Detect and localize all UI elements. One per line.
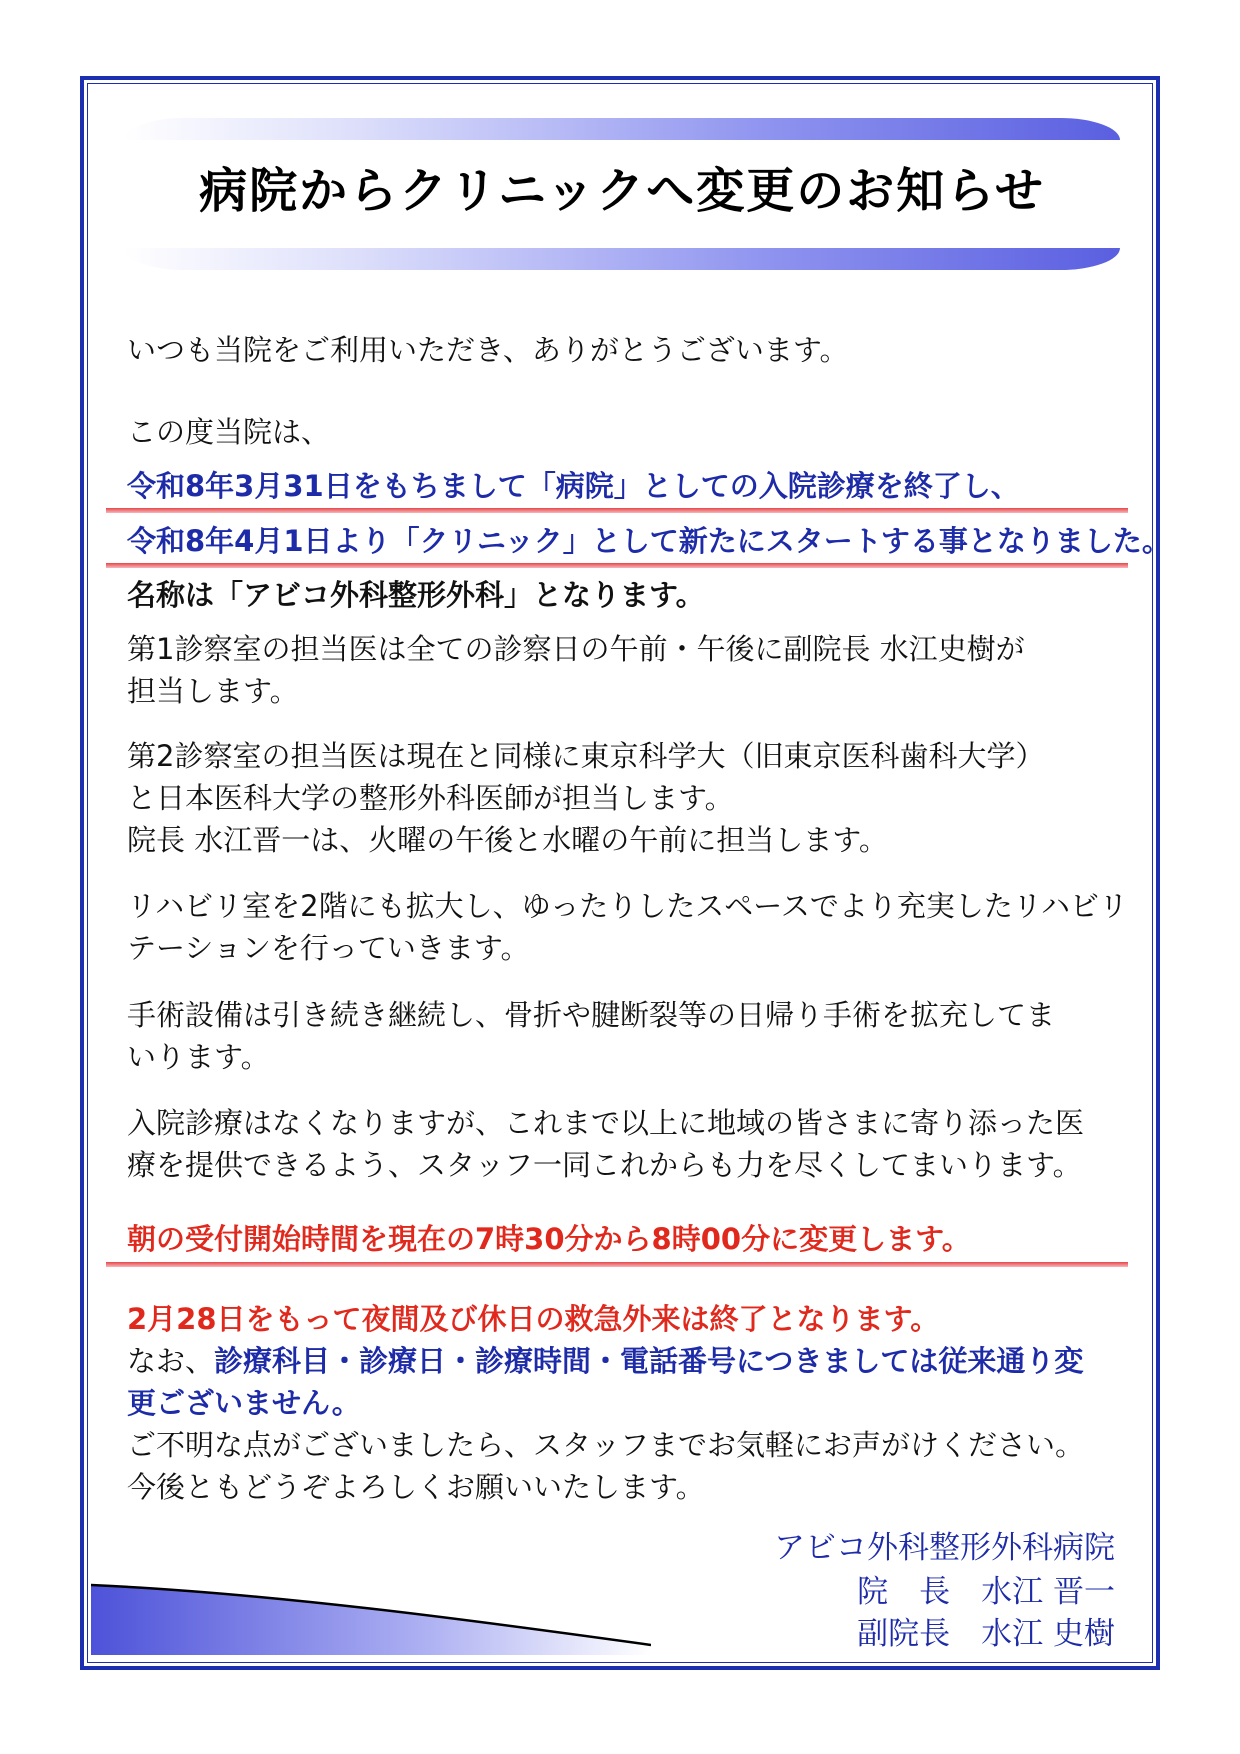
room2-line-2: と日本医科大学の整形外科医師が担当します。	[127, 781, 734, 815]
signature-vice-director: 副院長 水江 史樹	[857, 1616, 1115, 1652]
surgery-line-2: いります。	[127, 1040, 270, 1074]
title-band-bottom	[124, 248, 1120, 270]
room2-line-1: 第2診察室の担当医は現在と同様に東京科学大（旧東京医科歯科大学）	[127, 739, 1045, 773]
announcement-line-1: 令和8年3月31日をもちまして「病院」としての入院診療を終了し、	[127, 469, 1020, 503]
red-underline-3	[106, 1262, 1128, 1267]
note-unchanged-2: 更ございません。	[127, 1386, 361, 1420]
closing-line-2: 今後ともどうぞよろしくお願いいたします。	[127, 1470, 705, 1504]
reception-change-text: 朝の受付開始時間を現在の7時30分から8時00分に変更します。	[127, 1222, 971, 1256]
greeting-text: いつも当院をご利用いただき、ありがとうございます。	[127, 333, 849, 367]
note-line-1	[127, 1341, 1083, 1381]
room1-line-2: 担当します。	[127, 674, 299, 708]
signature-organization: アビコ外科整形外科病院	[774, 1530, 1115, 1566]
red-underline-1	[106, 508, 1128, 513]
new-name-text: 名称は「アビコ外科整形外科」となります。	[127, 578, 705, 612]
surgery-line-1: 手術設備は引き続き継続し、骨折や腱断裂等の日帰り手術を拡充してま	[127, 998, 1056, 1032]
red-underline-2	[106, 563, 1128, 568]
closing-line-1: ご不明な点がございましたら、スタッフまでお気軽にお声がけください。	[127, 1428, 1085, 1462]
notice-title: 病院からクリニックへ変更のお知らせ	[199, 163, 1045, 219]
title-band-top	[124, 118, 1120, 140]
note-prefix: なお、	[127, 1344, 215, 1378]
emergency-end-text: 2月28日をもって夜間及び休日の救急外来は終了となります。	[127, 1302, 940, 1336]
room1-line-1: 第1診察室の担当医は全ての診察日の午前・午後に副院長 水江史樹が	[127, 632, 1025, 666]
room2-line-3: 院長 水江晋一は、火曜の午後と水曜の午前に担当します。	[127, 823, 888, 857]
community-line-1: 入院診療はなくなりますが、これまで以上に地域の皆さまに寄り添った医	[127, 1106, 1085, 1140]
signature-director: 院 長 水江 晋一	[857, 1574, 1115, 1610]
announcement-line-2: 令和8年4月1日より「クリニック」として新たにスタートする事となりました。	[127, 524, 1171, 558]
rehab-line-1: リハビリ室を2階にも拡大し、ゆったりしたスペースでより充実したリハビリ	[127, 889, 1128, 923]
intro-text: この度当院は、	[127, 415, 331, 449]
note-unchanged-1: 診療科目・診療日・診療時間・電話番号につきましては従来通り変	[214, 1344, 1084, 1378]
decorative-swoosh	[91, 1575, 651, 1655]
rehab-line-2: テーションを行っていきます。	[127, 931, 530, 965]
community-line-2: 療を提供できるよう、スタッフ一同これからも力を尽くしてまいります。	[127, 1148, 1082, 1182]
